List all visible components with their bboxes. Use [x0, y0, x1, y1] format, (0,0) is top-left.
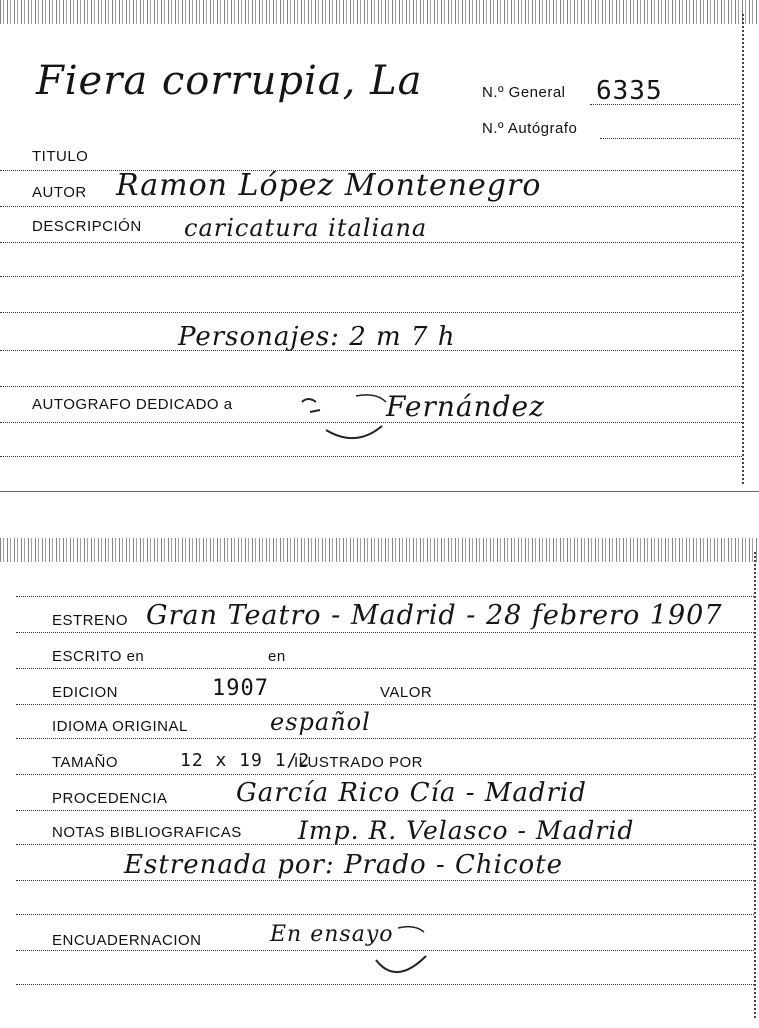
estreno-label: ESTRENO	[52, 612, 129, 629]
notas-value: Imp. R. Velasco - Madrid	[298, 816, 635, 845]
tamano-value: 12 x 19 1/2	[180, 750, 311, 771]
notas-value-2: Estrenada por: Prado - Chicote	[124, 850, 564, 880]
dedicado-label: AUTOGRAFO DEDICADO a	[32, 396, 233, 413]
handwritten-title: Fiera corrupia, La	[36, 58, 423, 104]
notas-label: NOTAS BIBLIOGRAFICAS	[52, 824, 242, 841]
escrito-label: ESCRITO en	[52, 648, 145, 665]
scan-noise-border	[0, 0, 759, 24]
escrito-en-label: en	[268, 648, 286, 665]
general-number-label: N.º General	[482, 84, 566, 101]
catalog-card-front	[0, 0, 759, 492]
general-number-line	[590, 104, 740, 105]
rule-line	[0, 350, 742, 351]
procedencia-label: PROCEDENCIA	[52, 790, 168, 807]
edicion-label: EDICION	[52, 684, 119, 701]
rule-line	[16, 950, 754, 951]
ilustrado-label: ILUSTRADO POR	[294, 754, 424, 771]
rule-line	[16, 880, 754, 881]
encuadernacion-label: ENCUADERNACION	[52, 932, 202, 949]
rule-line	[0, 386, 742, 387]
estreno-value: Gran Teatro - Madrid - 28 febrero 1907	[146, 600, 723, 631]
rule-line	[0, 422, 742, 423]
rule-line	[0, 456, 742, 457]
general-number-value: 6335	[596, 76, 663, 106]
autografo-number-line	[600, 138, 740, 139]
rule-line	[16, 704, 754, 705]
titulo-label: TITULO	[32, 148, 89, 165]
rule-line	[16, 738, 754, 739]
autor-value: Ramon López Montenegro	[116, 168, 542, 203]
scan-noise-border	[0, 538, 759, 562]
card-edge	[0, 491, 759, 492]
descripcion-value: caricatura italiana	[184, 214, 428, 242]
personajes-value: Personajes: 2 m 7 h	[178, 322, 456, 352]
dedicado-value: Fernández	[386, 390, 545, 423]
stamp-smudge-icon	[296, 388, 396, 448]
autor-label: AUTOR	[32, 184, 87, 201]
rule-line	[16, 810, 754, 811]
valor-label: VALOR	[380, 684, 433, 701]
right-border	[742, 14, 744, 484]
right-border	[754, 552, 756, 1018]
rule-line	[16, 844, 754, 845]
rule-line	[0, 312, 742, 313]
autografo-number-label: N.º Autógrafo	[482, 120, 578, 137]
idioma-value: español	[270, 708, 371, 736]
rule-line	[16, 914, 754, 915]
rule-line	[16, 596, 754, 597]
procedencia-value: García Rico Cía - Madrid	[236, 778, 587, 808]
edicion-value: 1907	[212, 676, 269, 701]
rule-line	[16, 774, 754, 775]
encuadernacion-value: En ensayo	[270, 922, 394, 947]
idioma-label: IDIOMA ORIGINAL	[52, 718, 188, 735]
rule-line	[16, 632, 754, 633]
descripcion-label: DESCRIPCIÓN	[32, 218, 142, 235]
rule-line	[0, 242, 742, 243]
rule-line	[16, 984, 754, 985]
rule-line	[16, 668, 754, 669]
tamano-label: TAMAÑO	[52, 754, 119, 771]
rule-line	[0, 276, 742, 277]
catalog-card-back	[0, 538, 759, 1026]
rule-line	[0, 206, 742, 207]
